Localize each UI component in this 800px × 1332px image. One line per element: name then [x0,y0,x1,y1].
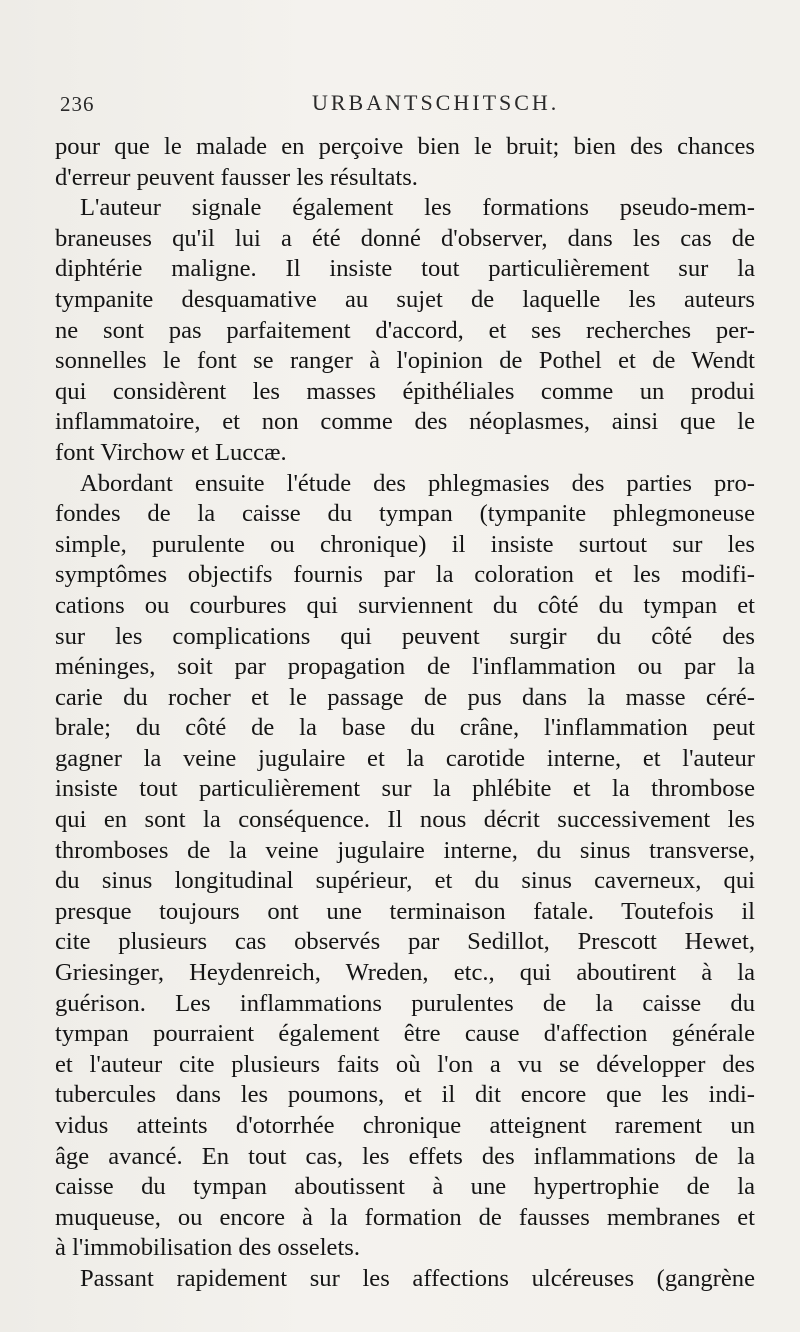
text-line: Griesinger, Heydenreich, Wreden, etc., qui aboutirent à la [55,959,755,987]
text-line: méninges, soit par propagation de l'inflammation ou par la [55,653,755,681]
text-line: tympanite desquamative au sujet de laquelle les auteurs [55,285,755,313]
text-line: font Virchow et Luccæ. [55,438,287,466]
text-line: tympan pourraient également être cause d'affection générale [55,1020,755,1048]
text-line: âge avancé. En tout cas, les effets des inflammations de la [55,1142,755,1170]
text-line: Passant rapidement sur les affections ulcéreuses (gangrène [80,1264,755,1292]
text-line: du sinus longitudinal supérieur, et du sinus caverneux, qui [55,867,755,895]
text-line: qui considèrent les masses épithéliales comme un produi [55,377,755,405]
text-line: braneuses qu'il lui a été donné d'observer, dans les cas de [55,224,755,252]
text-line: thromboses de la veine jugulaire interne, du sinus transverse, [55,836,755,864]
text-line: brale; du côté de la base du crâne, l'inflammation peut [55,714,755,742]
text-line: carie du rocher et le passage de pus dans la masse céré- [55,683,755,711]
text-line: diphtérie maligne. Il insiste tout particulièrement sur la [55,255,755,283]
text-line: sonnelles le font se ranger à l'opinion de Pothel et de Wendt [55,347,755,375]
text-line: sur les complications qui peuvent surgir du côté des [55,622,755,650]
running-title: URBANTSCHITSCH. [312,90,560,115]
text-line: à l'immobilisation des osselets. [55,1234,360,1262]
text-line: tubercules dans les poumons, et il dit encore que les indi- [55,1081,755,1109]
text-line: inflammatoire, et non comme des néoplasmes, ainsi que le [55,408,755,436]
body-text [55,132,755,1295]
text-line: gagner la veine jugulaire et la carotide interne, et l'auteur [55,744,755,772]
text-line: insiste tout particulièrement sur la phlébite et la thrombose [55,775,755,803]
text-line: fondes de la caisse du tympan (tympanite phlegmoneuse [55,500,755,528]
text-line: cite plusieurs cas observés par Sedillot, Prescott Hewet, [55,928,755,956]
text-line: symptômes objectifs fournis par la coloration et les modifi- [55,561,755,589]
text-line: caisse du tympan aboutissent à une hypertrophie de la [55,1173,755,1201]
text-line: muqueuse, ou encore à la formation de fausses membranes et [55,1203,755,1231]
page-number: 236 [60,92,95,116]
text-line: ne sont pas parfaitement d'accord, et ses recherches per- [55,316,755,344]
text-line: d'erreur peuvent fausser les résultats. [55,163,418,191]
text-line: qui en sont la conséquence. Il nous décrit successivement les [55,806,755,834]
text-line: guérison. Les inflammations purulentes de la caisse du [55,989,755,1017]
text-line: Abordant ensuite l'étude des phlegmasies des parties pro- [80,469,755,497]
text-line: cations ou courbures qui surviennent du côté du tympan et [55,591,755,619]
text-line: simple, purulente ou chronique) il insiste surtout sur les [55,530,755,558]
text-line: pour que le malade en perçoive bien le bruit; bien des chances [55,133,755,160]
text-line: vidus atteints d'otorrhée chronique atteignent rarement un [55,1112,755,1139]
text-line: presque toujours ont une terminaison fatale. Toutefois il [55,897,755,925]
text-line: et l'auteur cite plusieurs faits où l'on a vu se développer des [55,1050,755,1078]
text-line: L'auteur signale également les formations pseudo-mem- [80,194,755,222]
